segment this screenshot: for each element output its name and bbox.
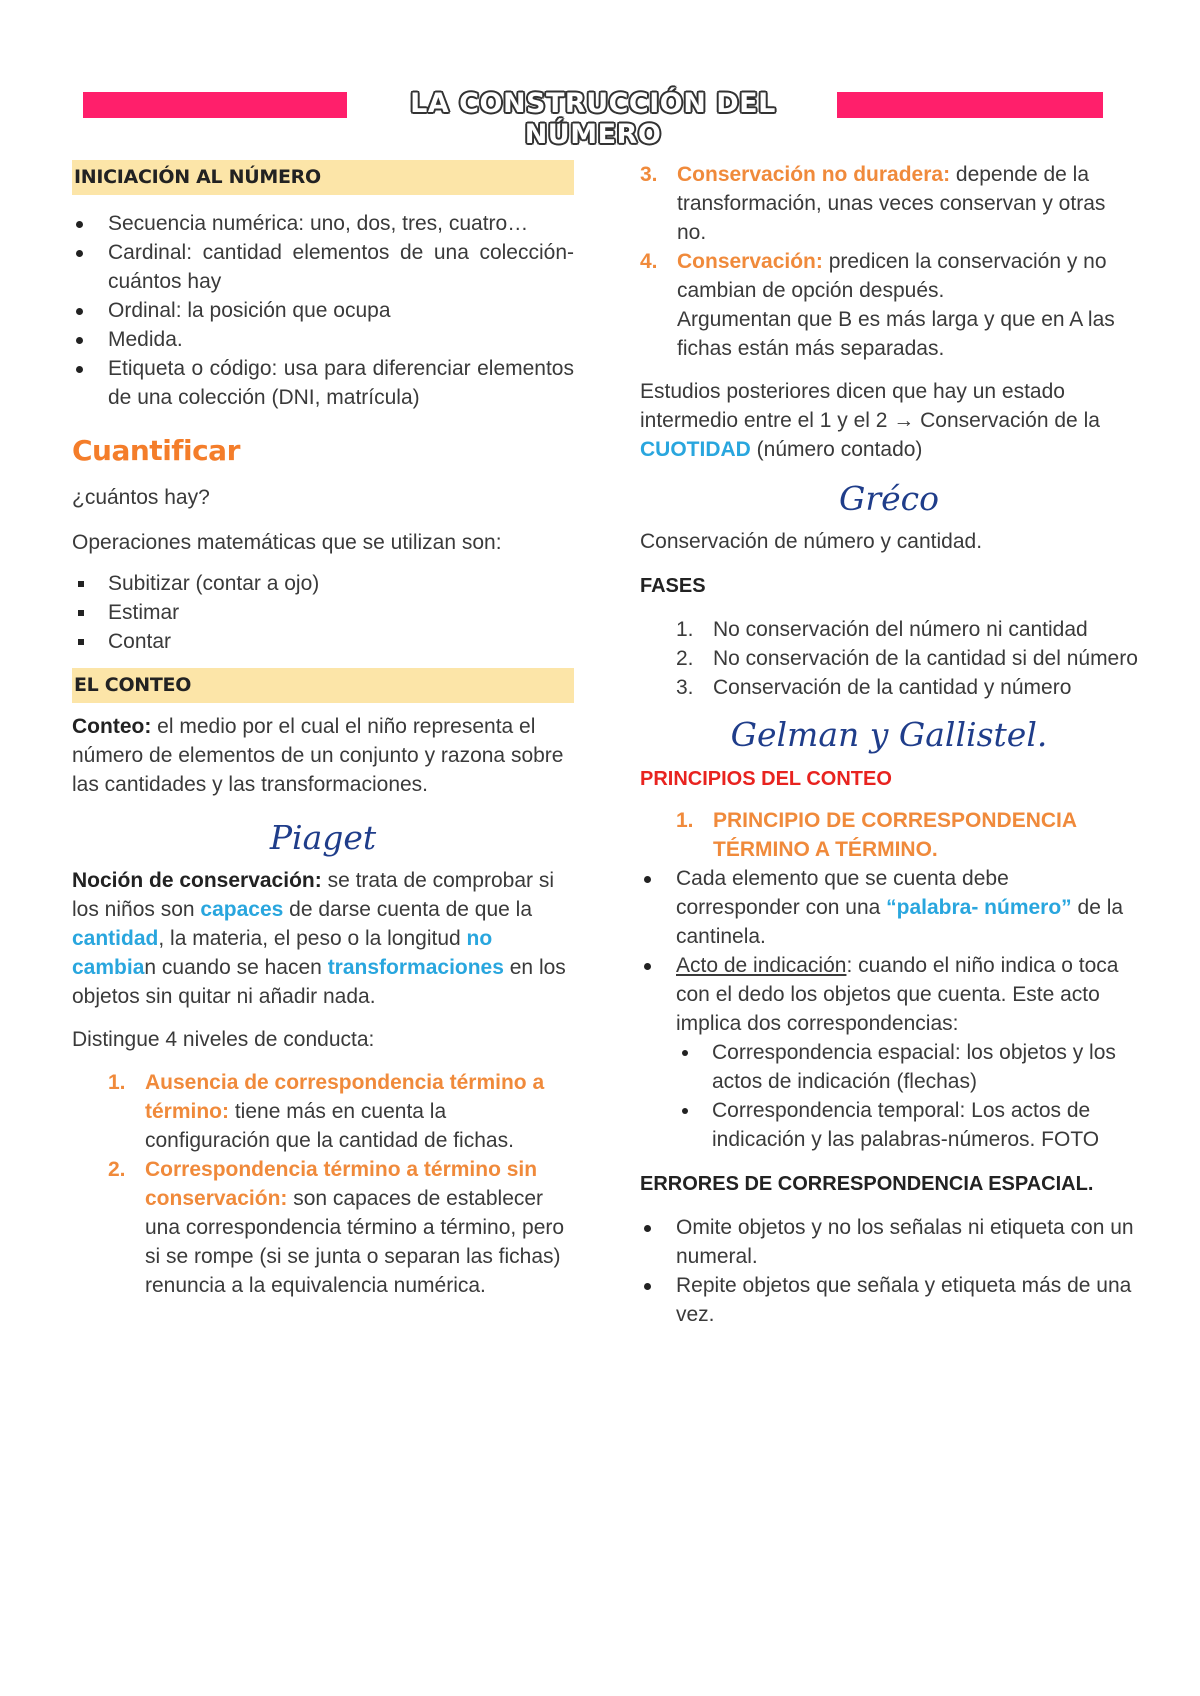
principio-bullets [640, 864, 1138, 1154]
nocion-paragraph [72, 866, 574, 1011]
operaciones-text: Operaciones matemáticas que se utilizan son: [72, 531, 502, 554]
highlight-capaces: capaces [200, 898, 284, 921]
acto-sublist [676, 1038, 1138, 1154]
nivel-text: tiene más en cuenta la configuración que la cantidad de fichas. [145, 1100, 514, 1152]
heading-fases: FASES [640, 575, 706, 597]
list-item: Subitizar (contar a ojo) [36, 569, 574, 598]
list-item: Ordinal: la posición que ocupa [72, 296, 574, 325]
fase-text: No conservación de la cantidad si del número [713, 647, 1138, 670]
list-item: Correspondencia temporal: Los actos de indicación y las palabras-números. FOTO [676, 1096, 1138, 1154]
list-item: Repite objetos que señala y etiqueta más de una vez. [640, 1271, 1138, 1329]
nivel-text: predicen la conservación y no cambian de opción después. [677, 250, 1107, 302]
highlight-cantidad: cantidad [72, 927, 159, 950]
nocion-text: se trata de comprobar si los niños son [72, 869, 555, 921]
heading-gelman-gallistel: Gelman y Gallistel. [730, 715, 1048, 754]
page-title: LA CONSTRUCCIÓN DEL NÚMERO [410, 88, 776, 150]
nivel-label: Correspondencia término a término sin conservación: [145, 1158, 538, 1210]
fase-text: No conservación del número ni cantidad [713, 618, 1088, 641]
item-number: 1. [108, 1071, 126, 1094]
list-item: Estimar [36, 598, 574, 627]
list-item: Cardinal: cantidad elementos de una colección- cuántos hay [72, 238, 574, 296]
cada-text: Cada elemento que se cuenta debe corresponder con una [676, 867, 1009, 919]
errores-list [640, 1213, 1138, 1329]
item-number: 1. [676, 809, 694, 832]
nocion-text: de darse cuenta de que la [283, 898, 533, 921]
item-number: 4. [640, 250, 658, 273]
fase-text: Conservación de la cantidad y número [713, 676, 1072, 699]
cada-text: de la cantinela. [676, 896, 1124, 948]
acto-label: Acto de indicación [676, 954, 847, 977]
estudios-text: (número contado) [750, 438, 923, 461]
distingue-text: Distingue 4 niveles de conducta: [72, 1028, 375, 1051]
heading-greco: Gréco [838, 479, 939, 518]
title-row [83, 88, 1103, 150]
item-number: 2. [676, 647, 694, 670]
highlight-transformaciones: transformaciones [327, 956, 504, 979]
nocion-text: n cuando se hacen [144, 956, 328, 979]
list-item: Contar [36, 627, 574, 656]
list-item [604, 160, 1138, 247]
principios-list [640, 806, 1138, 864]
nivel-extra: Argumentan que B es más larga y que en A las fichas están más separadas. [677, 308, 1115, 360]
heading-cuantificar: Cuantificar [72, 434, 240, 467]
nivel-label: Conservación no duradera: [677, 163, 951, 186]
list-item [640, 615, 1138, 644]
acto-text: : cuando el niño indica o toca con el dedo los objetos que cuenta. Este acto implica dos correspondencias: [676, 954, 1119, 1035]
highlight-cuotidad: CUOTIDAD [640, 438, 751, 461]
list-item: Etiqueta o código: usa para diferenciar elementos de una colección (DNI, matrícula) [72, 354, 574, 412]
heading-principios: PRINCIPIOS DEL CONTEO [640, 768, 892, 790]
nivel-label: Ausencia de correspondencia término a término: [145, 1071, 545, 1123]
principio-label: PRINCIPIO DE CORRESPONDENCIA TÉRMINO A TÉRMINO. [713, 809, 1077, 861]
nivel-label: Conservación: [677, 250, 823, 273]
list-item [640, 951, 1138, 1154]
list-item [72, 1155, 574, 1300]
highlight-no-cambia: no cambia [72, 927, 493, 979]
iniciacion-list [72, 209, 574, 412]
nivel-text: son capaces de establecer una correspondencia término a término, pero si se rompe (si se junta o separan las fichas) renuncia a la equivalencia numérica. [145, 1187, 565, 1297]
nocion-text: , la materia, el peso o la longitud [158, 927, 467, 950]
list-item [604, 247, 1138, 363]
list-item: Medida. [72, 325, 574, 354]
list-item: Secuencia numérica: uno, dos, tres, cuatro… [72, 209, 574, 238]
niveles-list-left [72, 1068, 574, 1300]
estudios-paragraph [640, 377, 1138, 464]
heading-errores: ERRORES DE CORRESPONDENCIA ESPACIAL. [640, 1173, 1094, 1195]
highlight-palabra-numero: “palabra- número” [886, 896, 1072, 919]
item-number: 3. [640, 163, 658, 186]
conteo-text: el medio por el cual el niño representa el número de elementos de un conjunto y razona sobre las cantidades y las transformaciones. [72, 715, 564, 796]
heading-conteo: EL CONTEO [72, 668, 574, 703]
item-number: 2. [108, 1158, 126, 1181]
title-bar-left [83, 92, 347, 118]
list-item: Correspondencia espacial: los objetos y los actos de indicación (flechas) [676, 1038, 1138, 1096]
left-column [72, 160, 574, 1300]
list-item [72, 1068, 574, 1155]
conteo-label: Conteo: [72, 715, 152, 738]
list-item [640, 806, 1138, 864]
operaciones-list [36, 569, 574, 656]
list-item [640, 864, 1138, 951]
greco-text: Conservación de número y cantidad. [640, 530, 983, 553]
title-bar-right [837, 92, 1103, 118]
item-number: 1. [676, 618, 694, 641]
list-item: Omite objetos y no los señalas ni etiqueta con un numeral. [640, 1213, 1138, 1271]
list-item [640, 673, 1138, 702]
nocion-text: en los objetos sin quitar ni añadir nada. [72, 956, 566, 1008]
niveles-list-right [604, 160, 1138, 363]
conteo-paragraph [72, 712, 574, 799]
cuantos-hay-text: ¿cuántos hay? [72, 486, 210, 509]
item-number: 3. [676, 676, 694, 699]
nocion-label: Noción de conservación: [72, 869, 322, 892]
heading-piaget: Piaget [269, 818, 377, 857]
right-column [640, 160, 1138, 1329]
heading-iniciacion: INICIACIÓN AL NÚMERO [72, 160, 574, 195]
estudios-text: Estudios posteriores dicen que hay un estado intermedio entre el 1 y el 2 → Conservación de la [640, 380, 1100, 432]
fases-list [640, 615, 1138, 702]
nivel-text: depende de la transformación, unas veces conservan y otras no. [677, 163, 1106, 244]
list-item [640, 644, 1138, 673]
